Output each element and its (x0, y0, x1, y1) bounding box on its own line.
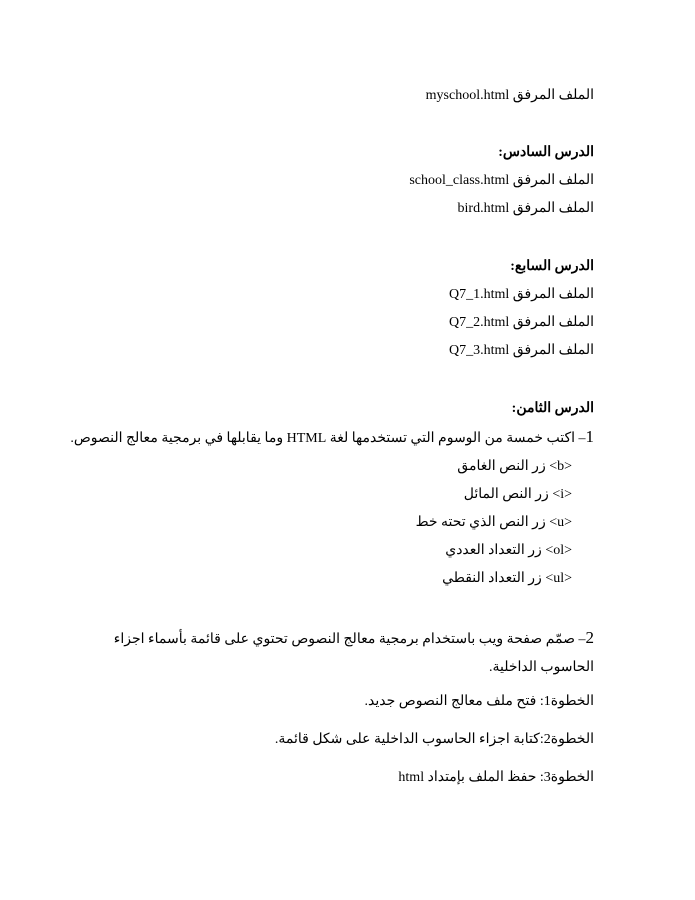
tag-item-u (416, 514, 572, 532)
tag-item-ol (445, 542, 572, 560)
html-tag: <b> (549, 459, 572, 474)
attached-file-bird (458, 200, 594, 218)
attached-file-school-class (409, 172, 594, 190)
html-tag: <i> (552, 487, 572, 502)
attached-file-name: Q7_2.html (449, 315, 510, 330)
question-text: صمّم صفحة ويب باستخدام برمجية معالج النصوص تحتوي على قائمة بأسماء اجزاء الحاسوب الداخلية. (113, 632, 594, 675)
lesson7-heading: الدرس السابع: (510, 259, 594, 274)
tag-description: زر النص الذي تحته خط (415, 515, 546, 530)
question-dash: – (578, 431, 586, 446)
tag-item-b (457, 458, 572, 476)
tag-description: زر التعداد النقطي (442, 571, 542, 586)
lesson6-heading: الدرس السادس: (498, 145, 594, 160)
attached-file-name: bird.html (457, 201, 510, 216)
attached-file-name: school_class.html (409, 173, 510, 188)
tag-description: زر التعداد العددي (445, 543, 542, 558)
attached-file-myschool (426, 87, 594, 105)
attached-file-label: الملف المرفق (512, 315, 594, 330)
tag-description: زر النص الغامق (457, 459, 546, 474)
attached-file-q7-2 (449, 314, 594, 332)
tag-description: زر النص المائل (463, 487, 549, 502)
question-number: 1 (585, 427, 594, 446)
attached-file-q7-1 (449, 286, 594, 304)
question-2 (106, 624, 594, 682)
step-3: الخطوة3: حفظ الملف بإمتداد html (398, 770, 594, 785)
question-1 (70, 428, 594, 448)
tag-item-i (464, 486, 572, 504)
attached-file-name: Q7_3.html (449, 343, 510, 358)
html-tag: <u> (549, 515, 572, 530)
question-text: اكتب خمسة من الوسوم التي تستخدمها لغة HTML وما يقابلها في برمجية معالج النصوص. (70, 431, 575, 446)
attached-file-label: الملف المرفق (512, 173, 594, 188)
step-2: الخطوة2:كتابة اجزاء الحاسوب الداخلية على شكل قائمة. (274, 732, 594, 747)
attached-file-name: myschool.html (425, 88, 510, 103)
attached-file-label: الملف المرفق (512, 343, 594, 358)
attached-file-label: الملف المرفق (512, 201, 594, 216)
question-number: 2 (585, 628, 594, 647)
html-tag: <ul> (545, 571, 572, 586)
attached-file-q7-3 (449, 342, 594, 360)
step-1: الخطوة1: فتح ملف معالج النصوص جديد. (364, 694, 594, 709)
html-tag: <ol> (545, 543, 572, 558)
question-dash: – (578, 632, 586, 647)
attached-file-label: الملف المرفق (512, 287, 594, 302)
lesson8-heading: الدرس الثامن: (511, 401, 594, 416)
attached-file-label: الملف المرفق (512, 88, 594, 103)
tag-item-ul (442, 570, 572, 588)
attached-file-name: Q7_1.html (449, 287, 510, 302)
